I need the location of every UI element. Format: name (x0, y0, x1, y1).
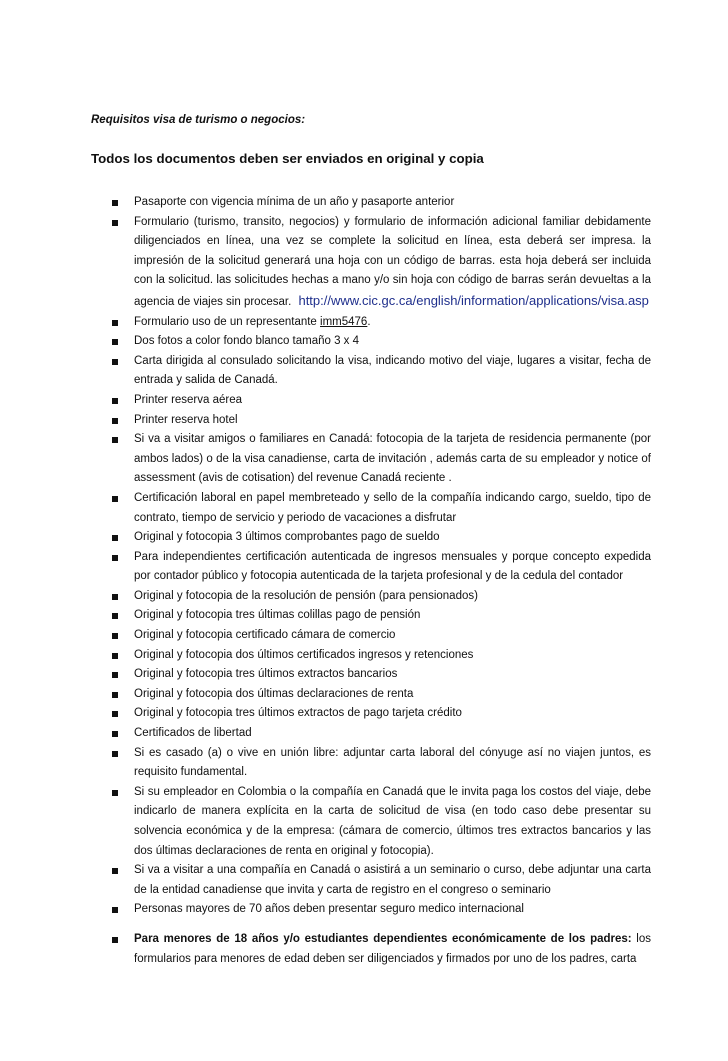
list-item: Formulario (turismo, transito, negocios) y formulario de información adicional familiar debidamente diligenciados en línea, una vez se complete la solicitud en línea, esta deberá ser impresa. la impresión de la solicitud generará una hoja con un código de barras. esta hoja deberá ser incluida con la solicitud. las solicitudes hechas a mano y/o sin hoja con código de barras serán devueltas a la agencia de viajes sin procesar. http://www.cic.gc.ca/english/information/applications/visa.asp (0, 213, 728, 313)
square-bullet-icon (112, 790, 118, 796)
list-item: Original y fotocopia tres últimas colillas pago de pensión (0, 606, 728, 626)
square-bullet-icon (112, 907, 118, 913)
square-bullet-icon (112, 672, 118, 678)
section-subtitle: Requisitos visa de turismo o negocios: (91, 114, 306, 126)
list-item: Certificación laboral en papel membreteado y sello de la compañía indicando cargo, sueldo, tipo de contrato, tiempo de servicio y periodo de vacaciones a disfrutar (0, 489, 728, 528)
list-item: Formulario uso de un representante imm5476. (0, 313, 728, 333)
list-item: Printer reserva aérea (0, 391, 728, 411)
list-item: Si va a visitar a una compañía en Canadá o asistirá a un seminario o curso, debe adjuntar una carta de la entidad canadiense que invita y carta de registro en el congreso o seminario (0, 861, 728, 900)
square-bullet-icon (112, 633, 118, 639)
square-bullet-icon (112, 868, 118, 874)
square-bullet-icon (112, 594, 118, 600)
imm5476-link[interactable]: imm5476 (320, 315, 368, 328)
list-item: Si es casado (a) o vive en unión libre: adjuntar carta laboral del cónyuge así no viajen juntos, es requisito fundamental. (0, 744, 728, 783)
square-bullet-icon (112, 751, 118, 757)
square-bullet-icon (112, 398, 118, 404)
square-bullet-icon (112, 339, 118, 345)
section-title: Todos los documentos deben ser enviados en original y copia (91, 151, 484, 166)
visa-application-url[interactable]: http://www.cic.gc.ca/english/information/applications/visa.asp (298, 292, 649, 308)
square-bullet-icon (112, 220, 118, 226)
list-item: Original y fotocopia de la resolución de pensión (para pensionados) (0, 587, 728, 607)
list-item: Original y fotocopia dos últimas declaraciones de renta (0, 685, 728, 705)
list-item: Dos fotos a color fondo blanco tamaño 3 x 4 (0, 332, 728, 352)
list-item: Carta dirigida al consulado solicitando la visa, indicando motivo del viaje, lugares a visitar, fecha de entrada y salida de Canadá. (0, 352, 728, 391)
list-item: Si va a visitar amigos o familiares en Canadá: fotocopia de la tarjeta de residencia permanente (por ambos lados) o de la visa canadiense, carta de invitación , además carta de su empleador y notice of assessment (avis de cotisation) del revenue Canadá reciente . (0, 430, 728, 489)
list-item: Para independientes certificación autenticada de ingresos mensuales y porque concepto expedida por contador público y fotocopia autenticada de la tarjeta profesional y de la cedula del contador (0, 548, 728, 587)
square-bullet-icon (112, 555, 118, 561)
square-bullet-icon (112, 653, 118, 659)
square-bullet-icon (112, 496, 118, 502)
square-bullet-icon (112, 200, 118, 206)
list-item: Pasaporte con vigencia mínima de un año y pasaporte anterior (0, 193, 728, 213)
list-item: Para menores de 18 años y/o estudiantes dependientes económicamente de los padres: los formularios para menores de edad deben ser diligenciados y firmados por uno de los padres, carta (0, 930, 728, 969)
square-bullet-icon (112, 359, 118, 365)
square-bullet-icon (112, 711, 118, 717)
square-bullet-icon (112, 535, 118, 541)
list-item: Personas mayores de 70 años deben presentar seguro medico internacional (0, 900, 728, 920)
list-item: Printer reserva hotel (0, 411, 728, 431)
square-bullet-icon (112, 731, 118, 737)
list-item: Si su empleador en Colombia o la compañía en Canadá que le invita paga los costos del viaje, debe indicarlo de manera explícita en la carta de solicitud de visa (en todo caso debe presentar su solvencia económica y de la empresa: (cámara de comercio, últimos tres extractos bancarios y las dos últimas declaraciones de renta en original y fotocopia). (0, 783, 728, 861)
square-bullet-icon (112, 437, 118, 443)
list-item: Original y fotocopia tres últimos extractos de pago tarjeta crédito (0, 704, 728, 724)
square-bullet-icon (112, 418, 118, 424)
square-bullet-icon (112, 613, 118, 619)
square-bullet-icon (112, 320, 118, 326)
square-bullet-icon (112, 937, 118, 943)
square-bullet-icon (112, 692, 118, 698)
list-item: Original y fotocopia dos últimos certificados ingresos y retenciones (0, 646, 728, 666)
list-item: Original y fotocopia certificado cámara de comercio (0, 626, 728, 646)
requirements-list (0, 193, 728, 969)
list-item: Certificados de libertad (0, 724, 728, 744)
list-item: Original y fotocopia 3 últimos comprobantes pago de sueldo (0, 528, 728, 548)
list-item: Original y fotocopia tres últimos extractos bancarios (0, 665, 728, 685)
